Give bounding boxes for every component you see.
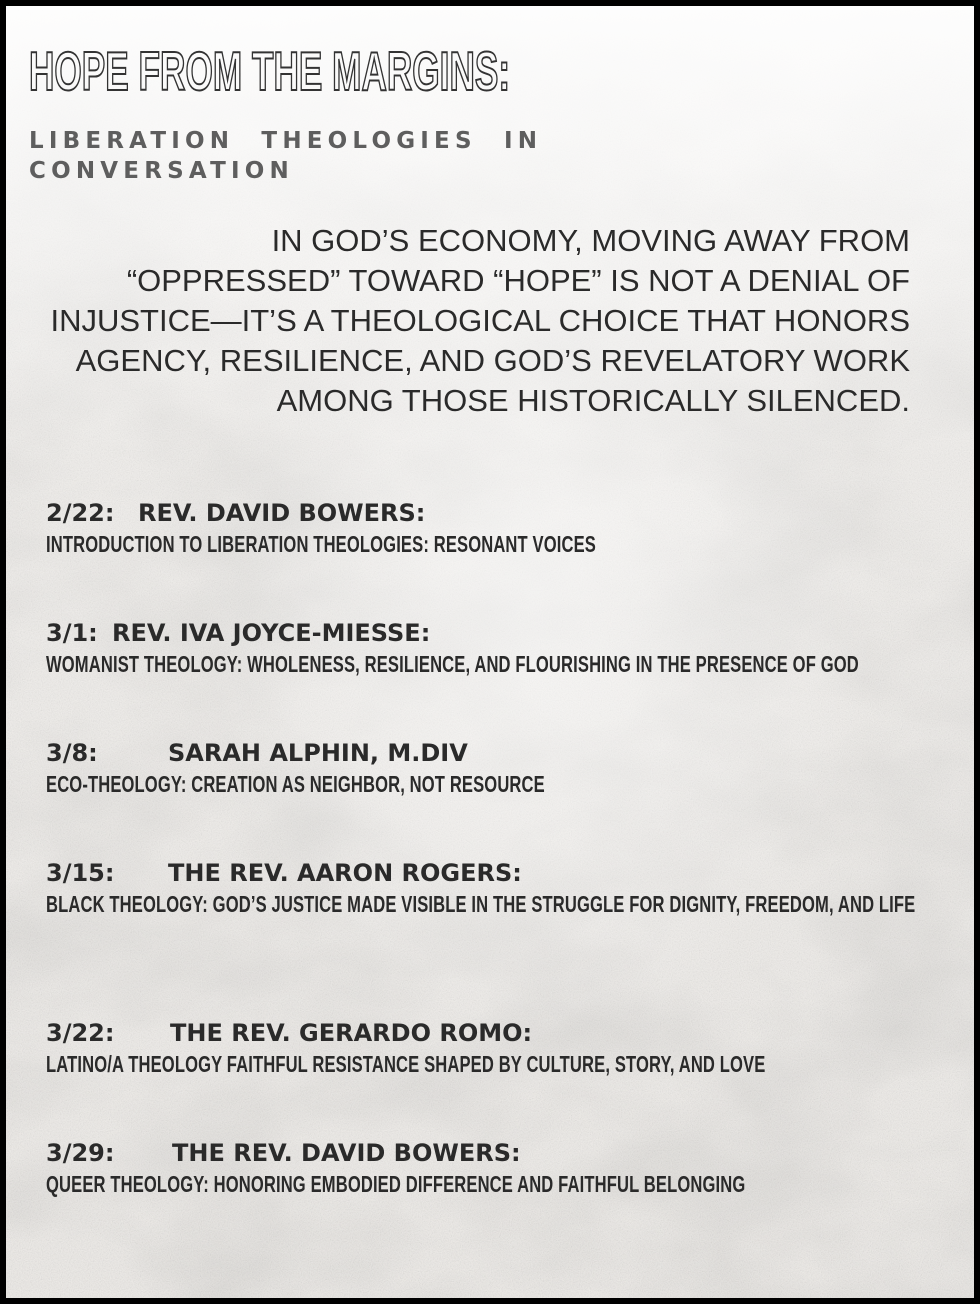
- session-date: 3/8:: [46, 739, 98, 767]
- session-item: [46, 1136, 946, 1204]
- session-topic: INTRODUCTION TO LIBERATION THEOLOGIES: RESONANT VOICES: [46, 531, 596, 557]
- session-topic: ECO-THEOLOGY: CREATION AS NEIGHBOR, NOT RESOURCE: [46, 771, 545, 797]
- session-item: [46, 856, 946, 924]
- session-speaker: REV. DAVID BOWERS:: [138, 499, 426, 527]
- session-date: 2/22:: [46, 499, 115, 527]
- session-date: 3/29:: [46, 1139, 115, 1167]
- poster-subtitle: LIBERATION THEOLOGIES IN CONVERSATION: [29, 128, 543, 184]
- session-speaker: SARAH ALPHIN, M.DIV: [168, 739, 468, 767]
- session-item: [46, 616, 946, 684]
- intro-quote: IN GOD’S ECONOMY, MOVING AWAY FROM “OPPRESSED” TOWARD “HOPE” IS NOT A DENIAL OF INJUSTICE—IT’S A THEOLOGICAL CHOICE THAT HONORS AGENCY, RESILIENCE, AND GOD’S REVELATORY WORK AMONG THOSE HISTORICALLY SILENCED.: [50, 223, 910, 418]
- session-speaker: THE REV. AARON ROGERS:: [168, 859, 522, 887]
- session-date: 3/1:: [46, 619, 98, 647]
- session-item: [46, 496, 946, 564]
- session-item: [46, 736, 946, 804]
- session-speaker: THE REV. GERARDO ROMO:: [170, 1019, 533, 1047]
- poster-title: HOPE FROM THE MARGINS:: [29, 40, 511, 102]
- session-date: 3/15:: [46, 859, 115, 887]
- poster-content: [6, 6, 974, 1298]
- session-speaker: REV. IVA JOYCE-MIESSE:: [112, 619, 431, 647]
- session-topic: LATINO/A THEOLOGY FAITHFUL RESISTANCE SHAPED BY CULTURE, STORY, AND LOVE: [46, 1051, 766, 1077]
- session-speaker: THE REV. DAVID BOWERS:: [172, 1139, 521, 1167]
- session-topic: BLACK THEOLOGY: GOD’S JUSTICE MADE VISIBLE IN THE STRUGGLE FOR DIGNITY, FREEDOM, AND LIFE: [46, 891, 916, 917]
- session-date: 3/22:: [46, 1019, 115, 1047]
- session-topic: WOMANIST THEOLOGY: WHOLENESS, RESILIENCE, AND FLOURISHING IN THE PRESENCE OF GOD: [46, 651, 859, 677]
- session-topic: QUEER THEOLOGY: HONORING EMBODIED DIFFERENCE AND FAITHFUL BELONGING: [46, 1171, 746, 1197]
- session-item: [46, 1016, 946, 1084]
